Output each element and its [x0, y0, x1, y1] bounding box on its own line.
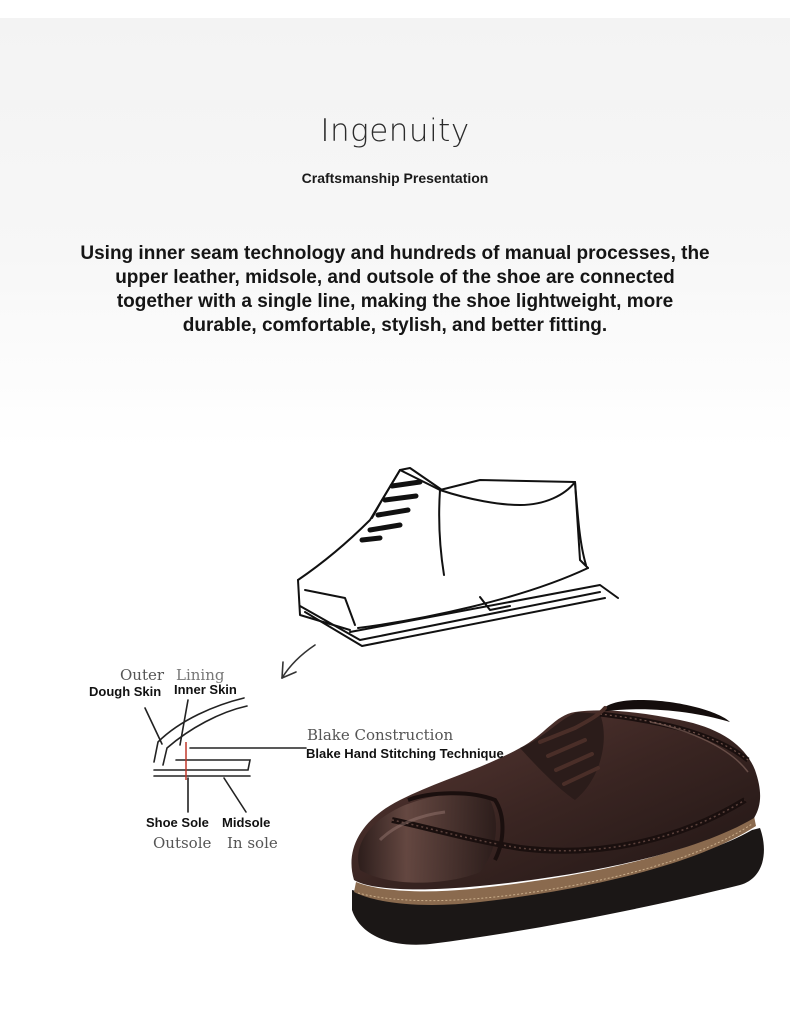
page-title: Ingenuity	[320, 113, 470, 149]
page-subtitle: Craftsmanship Presentation	[301, 170, 489, 186]
blake-label-en: Blake Construction	[307, 726, 454, 744]
midsole-label: Midsole	[222, 815, 271, 830]
intro-paragraph: Using inner seam technology and hundreds of manual processes, the upper leather, midsole, and outsole of the shoe are connected together with a single line, making the shoe lightweight, more durable, comfortable, stylish, and better fitting.	[80, 243, 710, 336]
outer-label: Dough Skin	[89, 684, 162, 699]
lining-label: Inner Skin	[174, 682, 237, 697]
outer-label-en: Outer	[120, 666, 165, 684]
sole-label-en: Outsole	[153, 834, 212, 852]
blake-label: Blake Hand Stitching Technique	[306, 746, 504, 761]
midsole-label-en: In sole	[227, 834, 278, 852]
lining-label-en: Lining	[176, 666, 225, 684]
sole-label: Shoe Sole	[146, 815, 209, 830]
